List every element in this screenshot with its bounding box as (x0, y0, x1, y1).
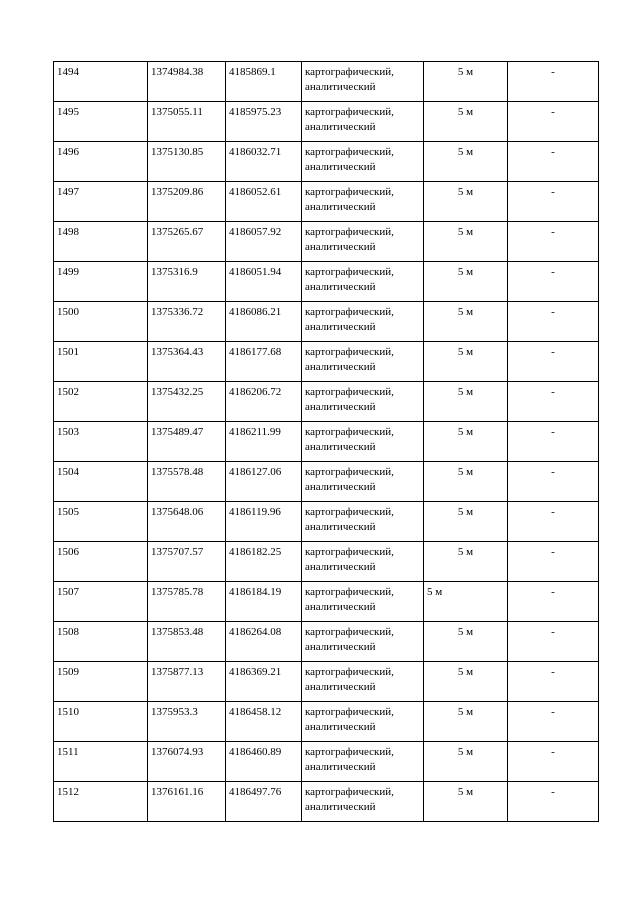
method-cell (302, 422, 424, 462)
y-coordinate-cell: 4186460.89 (226, 742, 302, 782)
method-cell (302, 342, 424, 382)
accuracy-cell: 5 м (424, 502, 508, 542)
method-line-2: аналитический (305, 521, 376, 533)
table-row (54, 302, 599, 342)
table-row (54, 622, 599, 662)
point-number-cell: 1510 (54, 702, 148, 742)
point-number-cell: 1500 (54, 302, 148, 342)
note-cell: - (508, 462, 599, 502)
x-coordinate-cell: 1375364.43 (148, 342, 226, 382)
table-row (54, 582, 599, 622)
method-line-1: картографический, (305, 146, 394, 158)
method-line-2: аналитический (305, 281, 376, 293)
method-line-2: аналитический (305, 121, 376, 133)
method-line-1: картографический, (305, 306, 394, 318)
accuracy-cell: 5 м (424, 262, 508, 302)
method-line-1: картографический, (305, 546, 394, 558)
accuracy-cell: 5 м (424, 702, 508, 742)
y-coordinate-cell: 4186119.96 (226, 502, 302, 542)
note-cell: - (508, 102, 599, 142)
point-number-cell: 1496 (54, 142, 148, 182)
y-coordinate-cell: 4186458.12 (226, 702, 302, 742)
accuracy-cell: 5 м (424, 542, 508, 582)
method-line-1: картографический, (305, 786, 394, 798)
table-row (54, 542, 599, 582)
table-row (54, 662, 599, 702)
method-line-2: аналитический (305, 241, 376, 253)
method-line-1: картографический, (305, 506, 394, 518)
method-cell (302, 702, 424, 742)
point-number-cell: 1509 (54, 662, 148, 702)
x-coordinate-cell: 1375130.85 (148, 142, 226, 182)
y-coordinate-cell: 4186206.72 (226, 382, 302, 422)
y-coordinate-cell: 4186032.71 (226, 142, 302, 182)
point-number-cell: 1506 (54, 542, 148, 582)
accuracy-cell: 5 м (424, 742, 508, 782)
accuracy-cell: 5 м (424, 62, 508, 102)
y-coordinate-cell: 4186051.94 (226, 262, 302, 302)
x-coordinate-cell: 1375432.25 (148, 382, 226, 422)
coordinates-table (53, 61, 599, 822)
accuracy-cell: 5 м (424, 582, 508, 622)
method-cell (302, 142, 424, 182)
method-line-1: картографический, (305, 66, 394, 78)
method-cell (302, 302, 424, 342)
point-number-cell: 1507 (54, 582, 148, 622)
point-number-cell: 1501 (54, 342, 148, 382)
method-cell (302, 182, 424, 222)
x-coordinate-cell: 1375265.67 (148, 222, 226, 262)
method-line-2: аналитический (305, 81, 376, 93)
table-row (54, 742, 599, 782)
y-coordinate-cell: 4186211.99 (226, 422, 302, 462)
method-line-2: аналитический (305, 681, 376, 693)
note-cell: - (508, 62, 599, 102)
method-line-2: аналитический (305, 481, 376, 493)
method-line-2: аналитический (305, 321, 376, 333)
accuracy-cell: 5 м (424, 622, 508, 662)
table-row (54, 382, 599, 422)
y-coordinate-cell: 4186182.25 (226, 542, 302, 582)
point-number-cell: 1495 (54, 102, 148, 142)
y-coordinate-cell: 4186086.21 (226, 302, 302, 342)
point-number-cell: 1497 (54, 182, 148, 222)
method-line-2: аналитический (305, 721, 376, 733)
method-line-1: картографический, (305, 466, 394, 478)
method-line-2: аналитический (305, 441, 376, 453)
point-number-cell: 1508 (54, 622, 148, 662)
table-row (54, 342, 599, 382)
note-cell: - (508, 702, 599, 742)
note-cell: - (508, 742, 599, 782)
table-row (54, 502, 599, 542)
method-cell (302, 782, 424, 822)
point-number-cell: 1502 (54, 382, 148, 422)
table-row (54, 222, 599, 262)
note-cell: - (508, 342, 599, 382)
method-line-1: картографический, (305, 106, 394, 118)
point-number-cell: 1499 (54, 262, 148, 302)
point-number-cell: 1504 (54, 462, 148, 502)
method-cell (302, 622, 424, 662)
note-cell: - (508, 542, 599, 582)
y-coordinate-cell: 4186497.76 (226, 782, 302, 822)
method-cell (302, 222, 424, 262)
y-coordinate-cell: 4185975.23 (226, 102, 302, 142)
method-line-1: картографический, (305, 426, 394, 438)
note-cell: - (508, 422, 599, 462)
method-cell (302, 462, 424, 502)
x-coordinate-cell: 1375953.3 (148, 702, 226, 742)
accuracy-cell: 5 м (424, 182, 508, 222)
method-cell (302, 382, 424, 422)
accuracy-cell: 5 м (424, 662, 508, 702)
y-coordinate-cell: 4186184.19 (226, 582, 302, 622)
method-line-1: картографический, (305, 186, 394, 198)
method-line-2: аналитический (305, 641, 376, 653)
y-coordinate-cell: 4185869.1 (226, 62, 302, 102)
accuracy-cell: 5 м (424, 222, 508, 262)
accuracy-cell: 5 м (424, 302, 508, 342)
x-coordinate-cell: 1375707.57 (148, 542, 226, 582)
method-cell (302, 582, 424, 622)
table-row (54, 422, 599, 462)
y-coordinate-cell: 4186369.21 (226, 662, 302, 702)
method-line-2: аналитический (305, 161, 376, 173)
point-number-cell: 1505 (54, 502, 148, 542)
x-coordinate-cell: 1375489.47 (148, 422, 226, 462)
x-coordinate-cell: 1375853.48 (148, 622, 226, 662)
table-row (54, 702, 599, 742)
note-cell: - (508, 222, 599, 262)
method-line-2: аналитический (305, 761, 376, 773)
accuracy-cell: 5 м (424, 142, 508, 182)
note-cell: - (508, 142, 599, 182)
point-number-cell: 1498 (54, 222, 148, 262)
point-number-cell: 1511 (54, 742, 148, 782)
method-line-1: картографический, (305, 226, 394, 238)
note-cell: - (508, 382, 599, 422)
method-line-2: аналитический (305, 601, 376, 613)
accuracy-cell: 5 м (424, 782, 508, 822)
table-row (54, 102, 599, 142)
method-line-2: аналитический (305, 201, 376, 213)
table-row (54, 782, 599, 822)
x-coordinate-cell: 1375055.11 (148, 102, 226, 142)
point-number-cell: 1494 (54, 62, 148, 102)
table-row (54, 182, 599, 222)
y-coordinate-cell: 4186057.92 (226, 222, 302, 262)
method-cell (302, 742, 424, 782)
method-line-1: картографический, (305, 586, 394, 598)
method-cell (302, 542, 424, 582)
x-coordinate-cell: 1376161.16 (148, 782, 226, 822)
table-row (54, 142, 599, 182)
point-number-cell: 1512 (54, 782, 148, 822)
method-cell (302, 662, 424, 702)
y-coordinate-cell: 4186127.06 (226, 462, 302, 502)
x-coordinate-cell: 1375316.9 (148, 262, 226, 302)
accuracy-cell: 5 м (424, 342, 508, 382)
note-cell: - (508, 302, 599, 342)
note-cell: - (508, 622, 599, 662)
x-coordinate-cell: 1374984.38 (148, 62, 226, 102)
method-line-1: картографический, (305, 706, 394, 718)
x-coordinate-cell: 1375785.78 (148, 582, 226, 622)
table-row (54, 462, 599, 502)
x-coordinate-cell: 1375877.13 (148, 662, 226, 702)
y-coordinate-cell: 4186052.61 (226, 182, 302, 222)
accuracy-cell: 5 м (424, 102, 508, 142)
y-coordinate-cell: 4186177.68 (226, 342, 302, 382)
note-cell: - (508, 782, 599, 822)
x-coordinate-cell: 1375209.86 (148, 182, 226, 222)
x-coordinate-cell: 1375336.72 (148, 302, 226, 342)
method-line-1: картографический, (305, 626, 394, 638)
accuracy-cell: 5 м (424, 422, 508, 462)
note-cell: - (508, 582, 599, 622)
note-cell: - (508, 662, 599, 702)
coordinates-table-body (54, 62, 599, 822)
accuracy-cell: 5 м (424, 382, 508, 422)
method-line-2: аналитический (305, 801, 376, 813)
method-line-1: картографический, (305, 666, 394, 678)
method-line-1: картографический, (305, 346, 394, 358)
method-line-2: аналитический (305, 561, 376, 573)
x-coordinate-cell: 1375578.48 (148, 462, 226, 502)
point-number-cell: 1503 (54, 422, 148, 462)
method-line-1: картографический, (305, 386, 394, 398)
y-coordinate-cell: 4186264.08 (226, 622, 302, 662)
method-line-2: аналитический (305, 361, 376, 373)
note-cell: - (508, 262, 599, 302)
method-cell (302, 62, 424, 102)
method-cell (302, 502, 424, 542)
note-cell: - (508, 502, 599, 542)
method-line-1: картографический, (305, 266, 394, 278)
x-coordinate-cell: 1375648.06 (148, 502, 226, 542)
accuracy-cell: 5 м (424, 462, 508, 502)
x-coordinate-cell: 1376074.93 (148, 742, 226, 782)
table-row (54, 62, 599, 102)
method-line-1: картографический, (305, 746, 394, 758)
note-cell: - (508, 182, 599, 222)
method-cell (302, 102, 424, 142)
table-row (54, 262, 599, 302)
method-line-2: аналитический (305, 401, 376, 413)
method-cell (302, 262, 424, 302)
